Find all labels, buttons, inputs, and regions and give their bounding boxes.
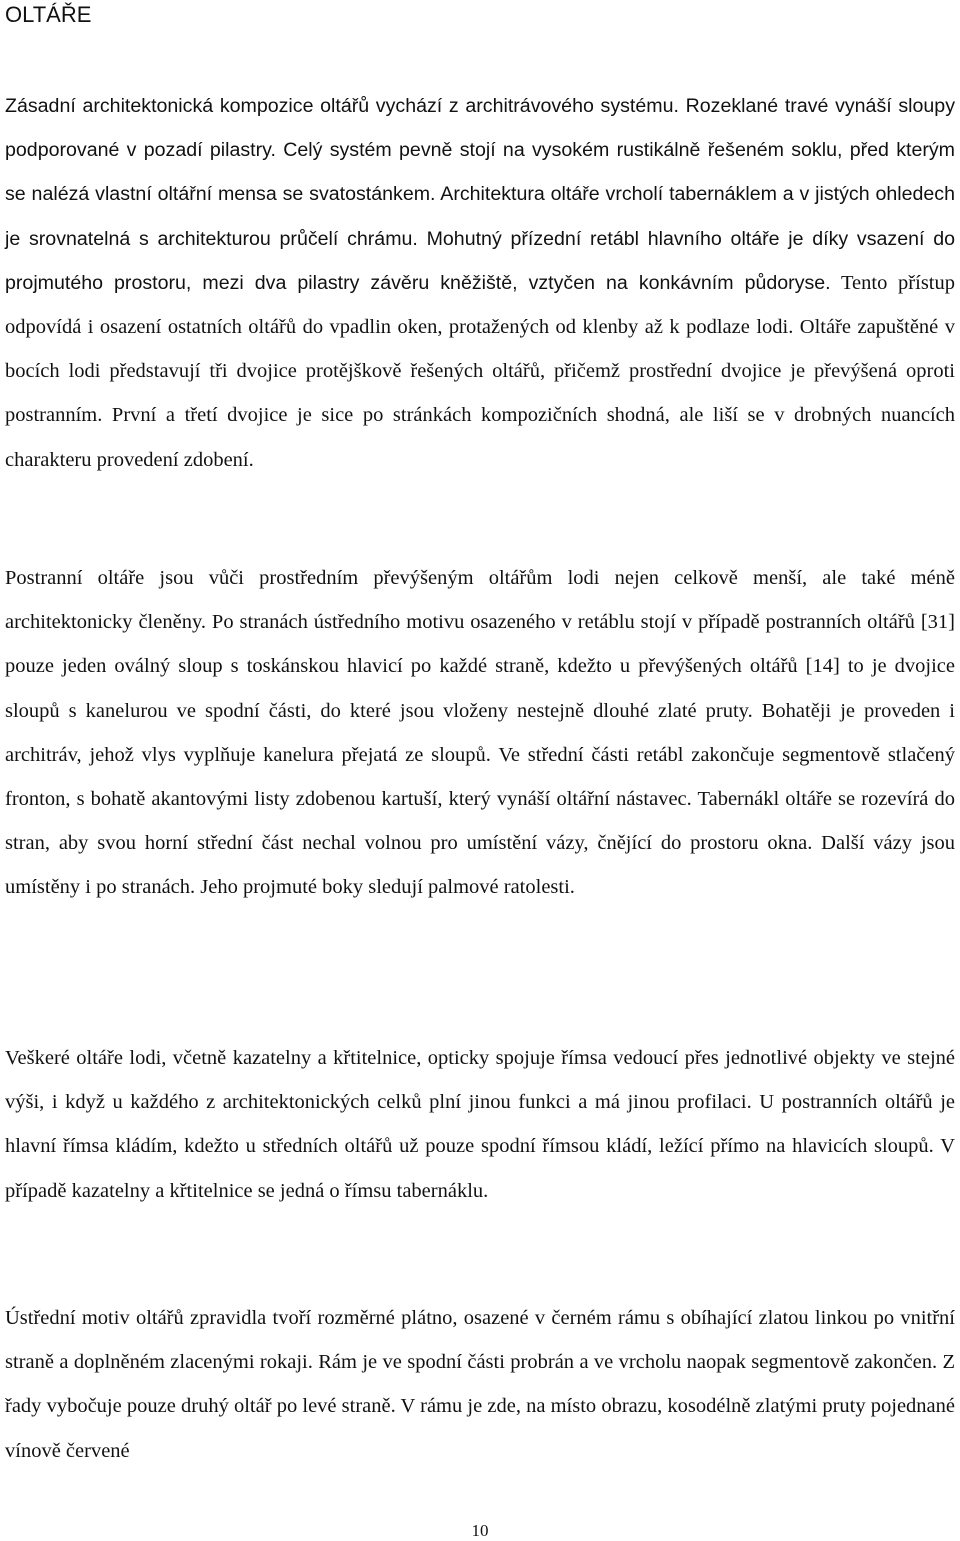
paragraph-composition: [5, 84, 955, 482]
paragraph-central-motif: Ústřední motiv oltářů zpravidla tvoří rozměrné plátno, osazené v černém rámu s obíhající zlatou linkou po vnitřní straně a doplněném zlacenými rokaji. Rám je ve spodní části probrán a ve vrcholu naopak segmentově zakončen. Z řady vybočuje pouze druhý oltář po levé straně. V rámu je zde, na místo obrazu, kosodélně zlatými pruty pojednané vínově červené: [5, 1307, 955, 1462]
paragraph-side-altars: Postranní oltáře jsou vůči prostředním převýšeným oltářům lodi nejen celkově menší, ale také méně architektonicky členěny. Po stranách ústředního motivu osazeného v retáblu stojí v případě postranních oltářů [31] pouze jeden oválný sloup s toskánskou hlavicí po každé straně, kdežto u převýšených oltářů [14] to je dvojice sloupů s kanelurou ve spodní části, do které jsou vloženy nestejně dlouhé zlaté pruty. Bohatěji je proveden i architráv, jehož vlys vyplňuje kanelura přejatá ze sloupů. Ve střední části retábl zakončuje segmentově stlačený fronton, s bohatě akantovými listy zdobenou kartuší, který vynáší oltářní nástavec. Tabernákl oltáře se rozevírá do stran, aby svou horní střední část nechal volnou pro umístění vázy, čnějící do prostoru okna. Další vázy jsou umístěny i po stranách. Jeho projmuté boky sledují palmové ratolesti.: [5, 567, 955, 899]
paragraph-composition-sans-part: Zásadní architektonická kompozice oltářů vychází z architrávového systému. Rozeklané travé vynáší sloupy podporované v pozadí pilastry. Celý systém pevně stojí na vysokém rustikálně řešeném soklu, před kterým se nalézá vlastní oltářní mensa se svatostánkem. Architektura oltáře vrcholí tabernáklem a v jistých ohledech je srovnatelná s architekturou průčelí chrámu. Mohutný přízední retábl hlavního oltáře je díky vsazení do projmutého prostoru, mezi dva pilastry závěru kněžiště, vztyčen na konkávním půdoryse.: [5, 95, 955, 294]
paragraph-cornice: Veškeré oltáře lodi, včetně kazatelny a křtitelnice, opticky spojuje římsa vedoucí přes jednotlivé objekty ve stejné výši, i když u každého z architektonických celků plní jinou funkci a má jinou profilaci. U postranních oltářů je hlavní římsa kládím, kdežto u středních oltářů už pouze spodní římsou kládí, ležící přímo na hlavicích sloupů. V případě kazatelny a křtitelnice se jedná o římsu tabernáklu.: [5, 1047, 955, 1202]
paragraph-composition-serif-part: Tento přístup odpovídá i osazení ostatních oltářů do vpadlin oken, protažených od klenby až k podlaze lodi. Oltáře zapuštěné v bocích lodi představují tři dvojice protějškově řešených oltářů, přičemž prostřední dvojice je převýšená oproti postranním. První a třetí dvojice je sice po stránkách kompozičních shodná, ale liší se v drobných nuancích charakteru provedení zdobení.: [5, 271, 955, 471]
page-number: 10: [471, 1521, 489, 1540]
page-title: OLTÁŘE: [5, 2, 92, 27]
